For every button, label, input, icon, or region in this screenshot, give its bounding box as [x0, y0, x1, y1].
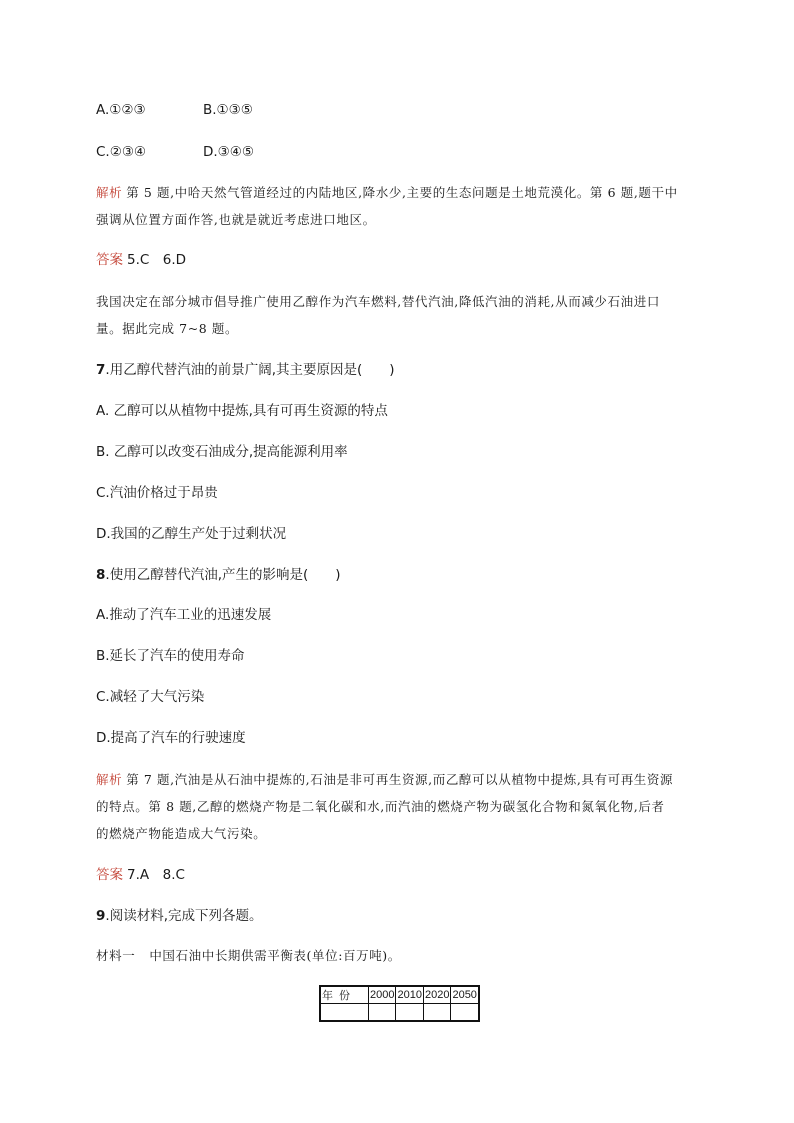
answer-text: 7.A 8.C [127, 867, 185, 883]
q7-option-a: A. 乙醇可以从植物中提炼,具有可再生资源的特点 [96, 403, 388, 419]
analysis-label: 解析 [96, 772, 123, 787]
material-text: 中国石油中长期供需平衡表(单位:百万吨)。 [149, 948, 401, 963]
table-header-year: 年份 [320, 986, 369, 1004]
question-8-stem [96, 565, 341, 585]
analysis-5-6-line2: 强调从位置方面作答,也就是就近考虑进口地区。 [96, 212, 376, 227]
table-cell [369, 1004, 396, 1022]
answer-label: 答案 [96, 252, 123, 268]
passage-line2: 量。据此完成 7~8 题。 [96, 321, 239, 336]
answer-7-8 [96, 865, 185, 885]
table-year: 2020 [423, 986, 450, 1004]
analysis-text: 第 5 题,中哈天然气管道经过的内陆地区,降水少,主要的生态问题是土地荒漠化。第 6 题,题干中 [126, 185, 678, 200]
answer-5-6 [96, 250, 186, 270]
analysis-5-6-line1 [96, 183, 678, 203]
question-text: .用乙醇代替汽油的前景广阔,其主要原因是( ) [105, 362, 395, 378]
analysis-7-8-line2: 的特点。第 8 题,乙醇的燃烧产物是二氧化碳和水,而汽油的燃烧产物为碳氢化合物和氮氧化物,后者 [96, 799, 665, 814]
passage-line1: 我国决定在部分城市倡导推广使用乙醇作为汽车燃料,替代汽油,降低汽油的消耗,从而减少石油进口 [96, 294, 660, 309]
option-a: A.①②③ [96, 102, 146, 118]
analysis-label: 解析 [96, 185, 123, 200]
material-1 [96, 946, 401, 966]
table-year: 2010 [396, 986, 423, 1004]
option-b: B.①③⑤ [203, 102, 253, 118]
q8-option-a: A.推动了汽车工业的迅速发展 [96, 607, 272, 623]
table-cell [451, 1004, 479, 1022]
question-number: 7 [96, 362, 106, 378]
answer-text: 5.C 6.D [127, 252, 187, 268]
material-label: 材料一 [96, 948, 136, 963]
q6-options-row2 [96, 142, 310, 162]
q8-option-d: D.提高了汽车的行驶速度 [96, 730, 246, 746]
q7-option-d: D.我国的乙醇生产处于过剩状况 [96, 526, 287, 542]
q7-option-b: B. 乙醇可以改变石油成分,提高能源利用率 [96, 444, 348, 460]
question-9-stem [96, 906, 263, 926]
table-year: 2050 [451, 986, 479, 1004]
q8-option-c: C.减轻了大气污染 [96, 689, 205, 705]
q6-options-row1 [96, 100, 310, 120]
table-year: 2000 [369, 986, 396, 1004]
analysis-7-8-line1 [96, 770, 673, 790]
analysis-text: 第 7 题,汽油是从石油中提炼的,石油是非可再生资源,而乙醇可以从植物中提炼,具有可再生资源 [126, 772, 674, 787]
analysis-7-8-line3: 的燃烧产物能造成大气污染。 [96, 826, 267, 841]
table-cell [423, 1004, 450, 1022]
option-d: D.③④⑤ [203, 144, 254, 160]
option-c: C.②③④ [96, 144, 147, 160]
q7-option-c: C.汽油价格过于昂贵 [96, 485, 218, 501]
question-text: .使用乙醇替代汽油,产生的影响是( ) [105, 567, 341, 583]
question-number: 8 [96, 567, 106, 583]
table-cell [396, 1004, 423, 1022]
table-cell [320, 1004, 369, 1022]
q8-option-b: B.延长了汽车的使用寿命 [96, 648, 245, 664]
question-number: 9 [96, 908, 106, 924]
question-text: .阅读材料,完成下列各题。 [105, 908, 263, 924]
question-7-stem [96, 360, 395, 380]
table-header-row [320, 986, 479, 1004]
answer-label: 答案 [96, 867, 123, 883]
supply-demand-table [319, 985, 480, 1022]
table-row [320, 1004, 479, 1022]
